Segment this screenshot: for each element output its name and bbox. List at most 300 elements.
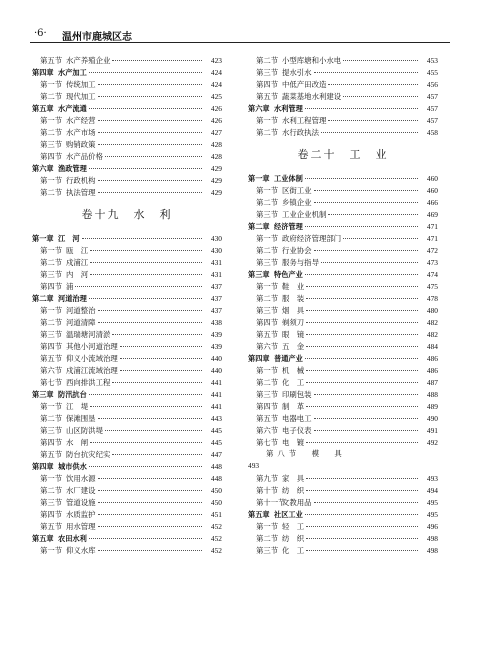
section-number: 第一节: [256, 282, 279, 291]
entry-title: 小型库塘和小水电: [282, 56, 342, 65]
entry-page-number: 437: [210, 306, 222, 315]
entry-title: 其他小河道治理: [66, 342, 118, 351]
entry-page-number: 427: [210, 128, 222, 137]
chapter-number: 第五章: [248, 510, 270, 519]
entry-title: 渔政管理: [58, 164, 87, 173]
section-number: 第一节: [40, 246, 63, 255]
entry-title: 烟 具: [282, 306, 305, 315]
entry-title: 水产品价格: [66, 152, 103, 161]
leader-dots: [305, 506, 418, 515]
leader-dots: [90, 254, 202, 263]
section-number: 第一节: [40, 176, 63, 185]
entry-page-number: 460: [426, 174, 438, 183]
entry-title: 河道清障: [66, 318, 96, 327]
entry-page-number: 447: [210, 450, 222, 459]
entry-page-number: 451: [210, 510, 222, 519]
entry-page-number: 466: [426, 198, 438, 207]
section-number: 第七节: [40, 378, 63, 387]
leader-dots: [112, 326, 202, 335]
section-number: 第四节: [40, 282, 63, 291]
leader-dots: [98, 506, 202, 515]
entry-title: 管道设施: [66, 498, 96, 507]
leader-dots: [89, 386, 202, 395]
chapter-number: 第六章: [32, 164, 54, 173]
section-number: 第三节: [256, 258, 279, 267]
leader-dots: [105, 148, 202, 157]
leader-dots: [328, 76, 418, 85]
entry-page-number: 482: [426, 318, 438, 327]
leader-dots: [75, 278, 202, 287]
leader-dots: [306, 338, 418, 347]
entry-page-number: 441: [210, 390, 222, 399]
section-number: 第六节: [256, 342, 279, 351]
leader-dots: [343, 230, 418, 239]
chapter-number: 第三章: [248, 270, 270, 279]
chapter-number: 第四章: [32, 462, 54, 471]
entry-page-number: 431: [210, 270, 222, 279]
entry-page-number: 486: [426, 366, 438, 375]
section-number: 第二节: [40, 188, 63, 197]
leader-dots: [305, 350, 418, 359]
entry-page-number: 445: [210, 438, 222, 447]
leader-dots: [306, 374, 418, 383]
leader-dots: [306, 434, 418, 443]
leader-dots: [321, 254, 418, 263]
entry-page-number: 480: [426, 306, 438, 315]
leader-dots: [98, 302, 202, 311]
entry-page-number: 490: [426, 414, 438, 423]
entry-title: 电子仪表: [282, 426, 312, 435]
section-number: 第四节: [40, 510, 63, 519]
entry-title: 电器电工: [282, 414, 312, 423]
entry-title: 现代加工: [66, 92, 96, 101]
leader-dots: [89, 530, 202, 539]
section-number: 第一节: [40, 402, 63, 411]
leader-dots: [305, 170, 418, 179]
entry-title: 用水管理: [66, 522, 96, 531]
entry-title: 制 革: [282, 402, 305, 411]
toc-section-entry[interactable]: [248, 544, 438, 556]
section-number: 第五节: [256, 414, 279, 423]
entry-title: 水产加工: [58, 68, 87, 77]
section-number: 第一节: [40, 80, 63, 89]
leader-dots: [305, 218, 418, 227]
leader-dots: [98, 172, 202, 181]
section-number: 第一节: [256, 522, 279, 531]
entry-page-number: 445: [210, 426, 222, 435]
leader-dots: [306, 326, 418, 335]
leader-dots: [306, 530, 418, 539]
entry-page-number: 439: [210, 330, 222, 339]
leader-dots: [314, 194, 418, 203]
entry-page-number: 439: [210, 342, 222, 351]
leader-dots: [90, 398, 202, 407]
entry-title: 社区工业: [274, 510, 303, 519]
entry-page-number: 492: [426, 438, 438, 447]
chapter-number: 第三章: [32, 390, 54, 399]
leader-dots: [306, 290, 418, 299]
entry-title: 城市供水: [58, 462, 87, 471]
entry-title: 机 械: [282, 366, 305, 375]
page-number: ·6·: [34, 28, 47, 39]
entry-title: 水利工程管理: [282, 116, 327, 125]
leader-dots: [343, 88, 418, 97]
leader-dots: [98, 136, 202, 145]
entry-title: 纺 织: [282, 486, 305, 495]
entry-page-number: 493: [248, 461, 260, 470]
entry-page-number: 457: [426, 104, 438, 113]
entry-page-number: 458: [426, 128, 438, 137]
leader-dots: [89, 100, 202, 109]
entry-title: 仰义水库: [66, 546, 96, 555]
chapter-number: 第五章: [32, 534, 54, 543]
entry-page-number: 440: [210, 354, 222, 363]
section-number: 第二节: [40, 318, 63, 327]
leader-dots: [120, 338, 202, 347]
entry-title: 山区防洪堤: [66, 426, 103, 435]
entry-title: 防台抗灾纪实: [66, 450, 111, 459]
entry-title: 鞋 业: [282, 282, 305, 291]
entry-title: 防汛抗台: [58, 390, 87, 399]
entry-title: 浦: [66, 282, 74, 291]
section-number: 第三节: [40, 426, 63, 435]
chapter-number: 第四章: [32, 68, 54, 77]
entry-page-number: 424: [210, 68, 222, 77]
entry-page-number: 423: [210, 56, 222, 65]
section-number: 第一节: [40, 116, 63, 125]
leader-dots: [112, 52, 202, 61]
entry-title: 五 金: [282, 342, 305, 351]
header-rule: [30, 42, 450, 43]
leader-dots: [98, 124, 202, 133]
toc-left-column: [32, 54, 222, 556]
toc-right-column: [248, 54, 438, 556]
leader-dots: [98, 482, 202, 491]
entry-page-number: 426: [210, 116, 222, 125]
leader-dots: [314, 64, 418, 73]
entry-title: 江 河: [58, 234, 80, 243]
entry-page-number: 426: [210, 104, 222, 113]
entry-page-number: 496: [426, 522, 438, 531]
section-number: 第一节: [40, 474, 63, 483]
section-number: 第五节: [40, 56, 63, 65]
entry-page-number: 473: [426, 258, 438, 267]
toc-section-entry[interactable]: [248, 436, 438, 448]
entry-page-number: 457: [426, 92, 438, 101]
entry-page-number: 460: [426, 186, 438, 195]
book-title: 温州市鹿城区志: [62, 32, 132, 43]
entry-title: 行业协会: [282, 246, 312, 255]
entry-title: 眼 镜: [282, 330, 305, 339]
entry-title: 普通产业: [274, 354, 303, 363]
entry-page-number: 486: [426, 354, 438, 363]
entry-page-number: 450: [210, 486, 222, 495]
entry-page-number: 471: [426, 234, 438, 243]
section-number: 第一节: [256, 366, 279, 375]
entry-title: 执法管理: [66, 188, 96, 197]
section-number: 第四节: [40, 152, 63, 161]
leader-dots: [90, 242, 202, 251]
entry-page-number: 491: [426, 426, 438, 435]
toc-section-entry[interactable]: [248, 448, 438, 460]
entry-title: 仰义小流域治理: [66, 354, 118, 363]
section-number: 第七节: [256, 438, 279, 447]
entry-title: 水产流通: [58, 104, 87, 113]
section-number: 第十一节: [256, 498, 286, 507]
entry-page-number: 430: [210, 246, 222, 255]
entry-page-number: 440: [210, 366, 222, 375]
entry-page-number: 452: [210, 522, 222, 531]
entry-title: 文教用品: [282, 498, 312, 507]
entry-title: 化 工: [282, 378, 305, 387]
leader-dots: [306, 302, 418, 311]
section-number: 第一节: [256, 116, 279, 125]
entry-title: 轻 工: [282, 522, 305, 531]
leader-dots: [82, 230, 202, 239]
section-number: 第一节: [40, 306, 63, 315]
entry-page-number: 493: [426, 474, 438, 483]
entry-title: 纺 织: [282, 534, 305, 543]
section-number: 第二节: [256, 294, 279, 303]
section-number: 第一节: [256, 186, 279, 195]
entry-title: 服 装: [282, 294, 305, 303]
entry-page-number: 438: [210, 318, 222, 327]
section-number: 第三节: [40, 498, 63, 507]
entry-title: 温瑞塘河清淤: [66, 330, 111, 339]
section-number: 第五节: [256, 330, 279, 339]
entry-page-number: 429: [210, 164, 222, 173]
entry-title: 印刷包装: [282, 390, 312, 399]
leader-dots: [98, 494, 202, 503]
entry-title: 经济管理: [274, 222, 303, 231]
section-number: 第十节: [256, 486, 279, 495]
leader-dots: [90, 434, 202, 443]
section-number: 第四节: [256, 80, 279, 89]
entry-page-number: 472: [426, 246, 438, 255]
leader-dots: [120, 362, 202, 371]
entry-title: 区街工业: [282, 186, 312, 195]
entry-title: 饮用水源: [66, 474, 96, 483]
section-number: 第二节: [256, 378, 279, 387]
leader-dots: [89, 458, 202, 467]
section-number: 第四节: [256, 318, 279, 327]
leader-dots: [305, 266, 418, 275]
chapter-number: 第四章: [248, 354, 270, 363]
entry-page-number: 453: [426, 56, 438, 65]
leader-dots: [306, 314, 418, 323]
leader-dots: [328, 112, 418, 121]
page-header: [0, 0, 480, 46]
entry-page-number: 431: [210, 258, 222, 267]
section-number: 第四节: [40, 438, 63, 447]
entry-title: 传统加工: [66, 80, 96, 89]
leader-dots: [343, 52, 418, 61]
leader-dots: [314, 386, 418, 395]
leader-dots: [98, 112, 202, 121]
volume-heading: 卷二十 工 业: [297, 148, 389, 161]
leader-dots: [321, 124, 418, 133]
chapter-number: 第一章: [248, 174, 270, 183]
chapter-number: 第五章: [32, 104, 54, 113]
entry-title: 河道整治: [66, 306, 96, 315]
entry-page-number: 429: [210, 176, 222, 185]
entry-page-number: 494: [426, 486, 438, 495]
leader-dots: [305, 100, 418, 109]
section-number: 第三节: [256, 210, 279, 219]
entry-page-number: 429: [210, 188, 222, 197]
entry-page-number: 456: [426, 80, 438, 89]
entry-title: 政府经济管理部门: [282, 234, 342, 243]
leader-dots: [314, 242, 418, 251]
entry-title: 蔬菜基地水利建设: [282, 92, 342, 101]
section-number: 第二节: [256, 198, 279, 207]
chapter-number: 第二章: [32, 294, 54, 303]
section-number: 第四节: [256, 402, 279, 411]
section-number: 第三节: [256, 306, 279, 315]
entry-page-number: 437: [210, 282, 222, 291]
section-number: 第二节: [256, 128, 279, 137]
entry-title: 工业企业机制: [282, 210, 327, 219]
section-number: 第五节: [256, 92, 279, 101]
section-number: 第二节: [40, 414, 63, 423]
leader-dots: [98, 184, 202, 193]
entry-title: 戍浦江流域治理: [66, 366, 118, 375]
entry-title: 行政机构: [66, 176, 96, 185]
entry-title: 水利管理: [274, 104, 303, 113]
entry-page-number: 471: [426, 222, 438, 231]
leader-dots: [105, 422, 202, 431]
entry-title: 化 工: [282, 546, 305, 555]
entry-title: 保滩围垦: [66, 414, 96, 423]
leader-dots: [89, 160, 202, 169]
section-number: 第六节: [40, 366, 63, 375]
entry-page-number: 495: [426, 510, 438, 519]
leader-dots: [314, 494, 418, 503]
section-number: 第二节: [256, 534, 279, 543]
toc-section-entry[interactable]: [32, 544, 222, 556]
leader-dots: [314, 422, 418, 431]
entry-title: 瓯 江: [66, 246, 89, 255]
section-number: 第六节: [256, 426, 279, 435]
entry-title: 水 闸: [66, 438, 89, 447]
leader-dots: [306, 362, 418, 371]
section-number: 第三节: [256, 68, 279, 77]
entry-title: 中低产田改造: [282, 80, 327, 89]
entry-page-number: 448: [210, 462, 222, 471]
leader-dots: [306, 278, 418, 287]
entry-page-number: 498: [426, 534, 438, 543]
section-number: 第二节: [256, 56, 279, 65]
leader-dots: [89, 290, 202, 299]
entry-page-number: 474: [426, 270, 438, 279]
entry-title: 内 河: [66, 270, 89, 279]
section-number: 第五节: [40, 450, 63, 459]
leader-dots: [314, 182, 418, 191]
section-number: 第一节: [256, 234, 279, 243]
leader-dots: [306, 470, 418, 479]
entry-title: 剃须刀: [282, 318, 305, 327]
entry-title: 江 堤: [66, 402, 89, 411]
leader-dots: [112, 446, 202, 455]
entry-page-number: 469: [426, 210, 438, 219]
entry-page-number: 484: [426, 342, 438, 351]
section-number: 第三节: [40, 140, 63, 149]
entry-title: 电 镀: [282, 438, 305, 447]
entry-page-number: 452: [210, 534, 222, 543]
entry-title: 戍浦江: [66, 258, 89, 267]
entry-page-number: 428: [210, 140, 222, 149]
toc-section-entry[interactable]: [32, 186, 222, 198]
section-number: 第一节: [40, 546, 63, 555]
entry-title: 水产经营: [66, 116, 96, 125]
entry-title: 提水引水: [282, 68, 312, 77]
leader-dots: [98, 542, 202, 551]
leader-dots: [98, 76, 202, 85]
entry-title: 乡镇企业: [282, 198, 312, 207]
entry-title: 水质监护: [66, 510, 96, 519]
entry-page-number: 430: [210, 234, 222, 243]
section-number: 第二节: [40, 258, 63, 267]
leader-dots: [328, 206, 418, 215]
entry-page-number: 482: [426, 330, 438, 339]
leader-dots: [112, 374, 202, 383]
entry-page-number: 437: [210, 294, 222, 303]
section-number: 第三节: [256, 546, 279, 555]
entry-page-number: 443: [210, 414, 222, 423]
section-number: 第九节: [256, 474, 279, 483]
entry-title: 河道治理: [58, 294, 87, 303]
section-number: 第二节: [256, 246, 279, 255]
leader-dots: [98, 314, 202, 323]
leader-dots: [98, 518, 202, 527]
entry-page-number: 425: [210, 92, 222, 101]
entry-page-number: 455: [426, 68, 438, 77]
entry-page-number: 428: [210, 152, 222, 161]
entry-page-number: 441: [210, 402, 222, 411]
entry-page-number: 475: [426, 282, 438, 291]
entry-title: 特色产业: [274, 270, 303, 279]
section-number: 第三节: [256, 390, 279, 399]
entry-page-number: 452: [210, 546, 222, 555]
section-number: 第四节: [40, 342, 63, 351]
leader-dots: [89, 64, 202, 73]
leader-dots: [98, 88, 202, 97]
entry-page-number: 448: [210, 474, 222, 483]
leader-dots: [306, 518, 418, 527]
leader-dots: [90, 266, 202, 275]
entry-page-number: 441: [210, 378, 222, 387]
section-number: 第五节: [40, 354, 63, 363]
chapter-number: 第一章: [32, 234, 54, 243]
entry-title: 农田水利: [58, 534, 87, 543]
leader-dots: [306, 542, 418, 551]
entry-page-number: 457: [426, 116, 438, 125]
leader-dots: [314, 410, 418, 419]
entry-page-number: 488: [426, 390, 438, 399]
entry-title: 水行政执法: [282, 128, 319, 137]
section-number: 第五节: [40, 522, 63, 531]
entry-page-number: 424: [210, 80, 222, 89]
leader-dots: [98, 470, 202, 479]
entry-title: 工业体制: [274, 174, 303, 183]
toc-section-entry[interactable]: [248, 126, 438, 138]
entry-page-number: 495: [426, 498, 438, 507]
leader-dots: [98, 410, 202, 419]
section-number: 第三节: [40, 330, 63, 339]
entry-page-number: 498: [426, 546, 438, 555]
entry-title: 水产养殖企业: [66, 56, 111, 65]
entry-title: 第八节 模 具: [266, 449, 346, 458]
